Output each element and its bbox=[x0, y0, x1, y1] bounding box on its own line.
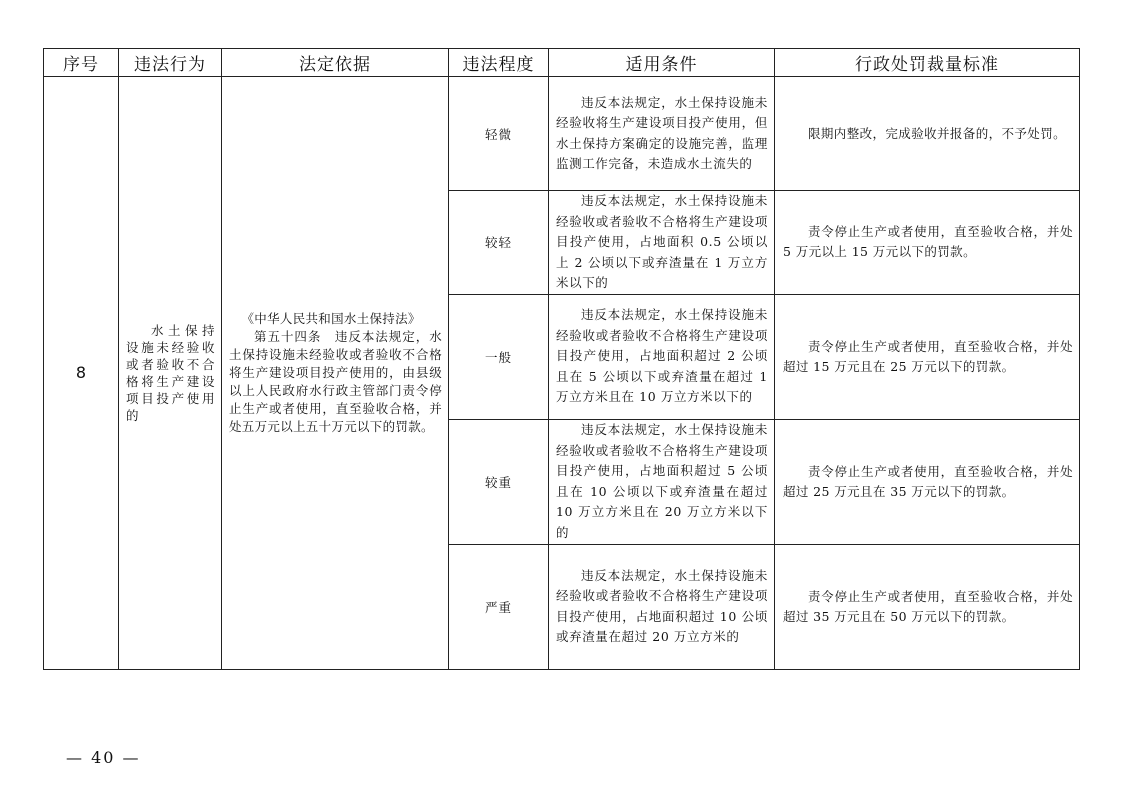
header-row bbox=[44, 49, 1080, 77]
degree-cell: 较重 bbox=[449, 419, 549, 544]
law-title: 《中华人民共和国水土保持法》 bbox=[241, 310, 421, 326]
law-article: 第五十四条 违反本法规定，水土保持设施未经验收或者验收不合格将生产建设项目投产使用的，由县级以上人民政府水行政主管部门责令停止生产或者使用，直至验收合格，并处五万元以上五十万元以下的罚款。 bbox=[229, 328, 442, 434]
header-seq: 序号 bbox=[44, 49, 119, 77]
degree-cell: 较轻 bbox=[449, 191, 549, 295]
header-degree: 违法程度 bbox=[449, 49, 549, 77]
standard-cell: 责令停止生产或者使用，直至验收合格，并处超过 35 万元且在 50 万元以下的罚款。 bbox=[775, 544, 1080, 669]
header-behavior: 违法行为 bbox=[119, 49, 222, 77]
behavior-cell: 水土保持设施未经验收或者验收不合格将生产建设项目投产使用的 bbox=[119, 77, 222, 670]
condition-cell: 违反本法规定，水土保持设施未经验收或者验收不合格将生产建设项目投产使用，占地面积超过 2 公顷且在 5 公顷以下或弃渣量在超过 1 万立方米且在 10 万立方米以下的 bbox=[549, 294, 775, 419]
header-standard: 行政处罚裁量标准 bbox=[775, 49, 1080, 77]
header-basis: 法定依据 bbox=[222, 49, 449, 77]
basis-cell bbox=[222, 77, 449, 670]
condition-cell: 违反本法规定，水土保持设施未经验收将生产建设项目投产使用，但水土保持方案确定的设施完善，监理监测工作完备，未造成水土流失的 bbox=[549, 77, 775, 191]
table-row bbox=[44, 77, 1080, 191]
standard-cell: 责令停止生产或者使用，直至验收合格，并处超过 25 万元且在 35 万元以下的罚款。 bbox=[775, 419, 1080, 544]
condition-cell: 违反本法规定，水土保持设施未经验收或者验收不合格将生产建设项目投产使用，占地面积 0.5 公顷以上 2 公顷以下或弃渣量在 1 万立方米以下的 bbox=[549, 191, 775, 295]
seq-cell: 8 bbox=[44, 77, 119, 670]
condition-cell: 违反本法规定，水土保持设施未经验收或者验收不合格将生产建设项目投产使用，占地面积超过 10 公顷或弃渣量在超过 20 万立方米的 bbox=[549, 544, 775, 669]
degree-cell: 一般 bbox=[449, 294, 549, 419]
page-number: — 40 — bbox=[66, 748, 141, 767]
standard-cell: 责令停止生产或者使用，直至验收合格，并处超过 15 万元且在 25 万元以下的罚款。 bbox=[775, 294, 1080, 419]
header-condition: 适用条件 bbox=[549, 49, 775, 77]
degree-cell: 严重 bbox=[449, 544, 549, 669]
standard-cell: 限期内整改，完成验收并报备的，不予处罚。 bbox=[775, 77, 1080, 191]
penalty-table bbox=[43, 48, 1080, 670]
condition-cell: 违反本法规定，水土保持设施未经验收或者验收不合格将生产建设项目投产使用，占地面积超过 5 公顷且在 10 公顷以下或弃渣量在超过 10 万立方米且在 20 万立方米以下的 bbox=[549, 419, 775, 544]
standard-cell: 责令停止生产或者使用，直至验收合格，并处 5 万元以上 15 万元以下的罚款。 bbox=[775, 191, 1080, 295]
degree-cell: 轻微 bbox=[449, 77, 549, 191]
